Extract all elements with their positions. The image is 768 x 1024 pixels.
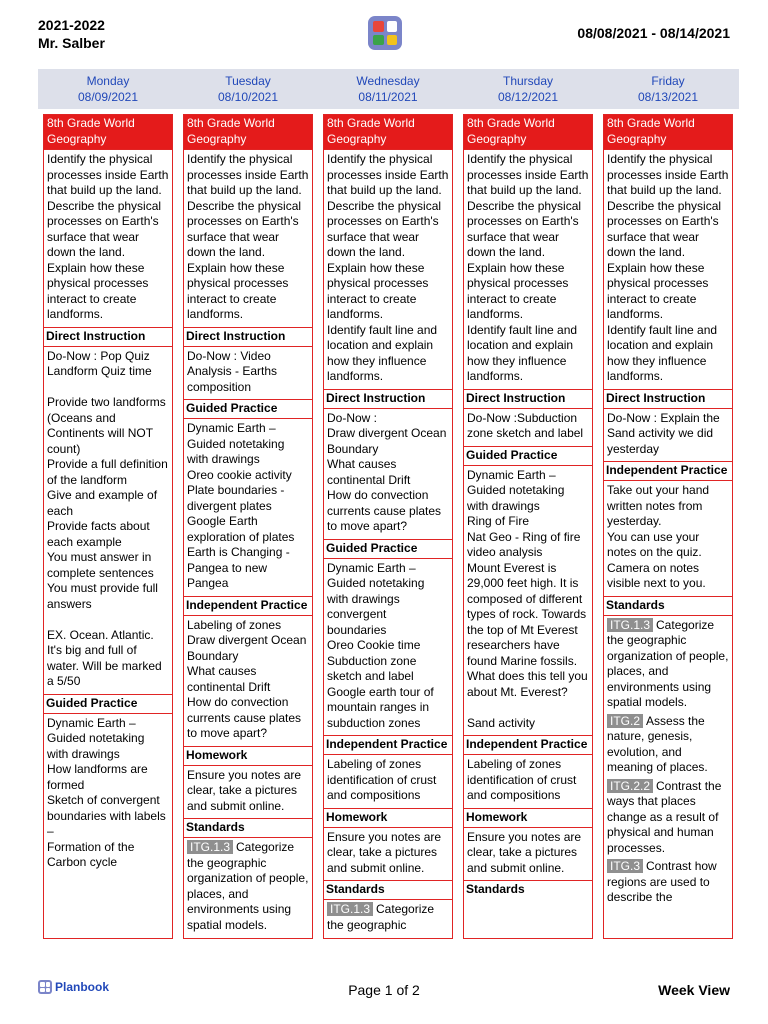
course-title[interactable]: 8th Grade World Geography <box>604 115 732 150</box>
day-date: 08/12/2021 <box>497 90 559 104</box>
day-name: Thursday <box>502 74 554 88</box>
day-name: Monday <box>86 74 130 88</box>
section-body: Labeling of zones Draw divergent Ocean Boundary What causes continental Drift How do convection currents cause plates to move apart? <box>187 617 307 740</box>
school-year: 2021-2022 <box>38 17 105 33</box>
standard-text: Categorize the geographic organization of people, places, and environments using spatial models. <box>187 840 309 932</box>
standard-code-tag[interactable]: ITG.1.3 <box>327 902 373 916</box>
day-header-thursday[interactable] <box>458 73 598 105</box>
lesson-column-friday <box>603 114 733 939</box>
section-independent-practice <box>464 736 592 809</box>
day-header-wednesday[interactable] <box>318 73 458 105</box>
lesson-objectives <box>604 150 732 390</box>
day-header-tuesday[interactable] <box>178 73 318 105</box>
standard-code-tag[interactable]: ITG.1.3 <box>187 840 233 854</box>
standard-text: Assess the nature, genesis, evolution, and meaning of places. <box>607 713 708 774</box>
teacher-name: Mr. Salber <box>38 35 105 51</box>
standard-text: Contrast the ways that places change as a result of physical and human processes. <box>607 778 722 855</box>
standard-code-tag[interactable]: ITG.2.2 <box>607 779 653 793</box>
section-title: Guided Practice <box>44 695 172 714</box>
section-standards <box>184 819 312 934</box>
section-direct-instruction <box>184 328 312 401</box>
section-independent-practice <box>184 597 312 747</box>
section-body: Dynamic Earth – Guided notetaking with drawings Ring of Fire Nat Geo - Ring of fire video analysis Mount Everest is 29,000 feet high. It is composed of different types of rock. Towards the top of Mt Everest researchers have found Marine fossils. What does this tell you about Mt. Everest? Sand activity <box>467 467 588 730</box>
section-title: Direct Instruction <box>324 390 452 409</box>
day-name: Friday <box>651 74 685 88</box>
section-title: Independent Practice <box>324 736 452 755</box>
lesson-column-wednesday <box>323 114 453 939</box>
section-body: Identify the physical processes inside Earth that build up the land. Describe the physical processes on Earth's surface that wear down the land. Explain how these physical processes interact to create landforms. <box>47 152 169 321</box>
standard-code-tag[interactable]: ITG.1.3 <box>607 618 653 632</box>
section-body: Identify the physical processes inside Earth that build up the land. Describe the physical processes on Earth's surface that wear down the land. Explain how these physical processes interact to create landforms. Identify fault line and location and explain how they influence landforms. <box>467 152 589 383</box>
section-body: Ensure you notes are clear, take a pictures and submit online. <box>327 829 442 875</box>
section-title: Independent Practice <box>604 462 732 481</box>
course-title[interactable]: 8th Grade World Geography <box>44 115 172 150</box>
section-body: Take out your hand written notes from yesterday. You can use your notes on the quiz. Camera on notes visible next to you. <box>607 483 710 590</box>
section-title: Standards <box>466 882 525 896</box>
section-title: Homework <box>324 809 452 828</box>
section-body: Identify the physical processes inside Earth that build up the land. Describe the physical processes on Earth's surface that wear down the land. Explain how these physical processes interact to create landforms. <box>187 152 309 321</box>
lesson-objectives <box>184 150 312 328</box>
section-standards <box>324 881 452 934</box>
day-header-bar <box>38 69 739 109</box>
standard-item <box>604 616 732 712</box>
section-title: Homework <box>184 747 312 766</box>
standard-code-tag[interactable]: ITG.2 <box>607 714 643 728</box>
lesson-column-monday <box>43 114 173 939</box>
section-title: Independent Practice <box>184 597 312 616</box>
course-title[interactable]: 8th Grade World Geography <box>324 115 452 150</box>
section-title: Homework <box>464 809 592 828</box>
section-guided-practice <box>44 695 172 875</box>
section-body: Do-Now : Draw divergent Ocean Boundary What causes continental Drift How do convection currents cause plates to move apart? <box>327 410 447 533</box>
standard-text: Categorize the geographic organization of people, places, and environments using spatial models. <box>607 617 729 709</box>
section-title: Standards <box>184 819 312 838</box>
section-body: Identify the physical processes inside Earth that build up the land. Describe the physical processes on Earth's surface that wear down the land. Explain how these physical processes interact to create landforms. Identify fault line and location and explain how they influence landforms. <box>607 152 729 383</box>
section-direct-instruction <box>464 390 592 447</box>
section-title: Standards <box>604 597 732 616</box>
day-name: Wednesday <box>356 74 420 88</box>
day-header-friday[interactable] <box>598 73 738 105</box>
section-title: Guided Practice <box>324 540 452 559</box>
section-body: Labeling of zones identification of crust and compositions <box>327 757 437 802</box>
section-independent-practice <box>324 736 452 809</box>
lesson-column-thursday <box>463 114 593 939</box>
day-date: 08/13/2021 <box>637 90 699 104</box>
standard-item <box>184 838 312 934</box>
standard-item <box>324 900 452 934</box>
section-direct-instruction <box>44 328 172 695</box>
section-body: Labeling of zones identification of crust and compositions <box>467 757 577 802</box>
section-body: Ensure you notes are clear, take a pictures and submit online. <box>187 767 302 813</box>
section-guided-practice <box>184 400 312 597</box>
section-independent-practice <box>604 462 732 597</box>
section-body: Do-Now :Subduction zone sketch and label <box>467 410 584 440</box>
day-name: Tuesday <box>225 74 271 88</box>
section-body: Dynamic Earth – Guided notetaking with drawings Oreo cookie activity Plate boundaries - divergent plates Google Earth exploration of plates Earth is Changing - Pangea to new Pangea <box>187 421 295 590</box>
section-body: Dynamic Earth – Guided notetaking with drawings How landforms are formed Sketch of convergent boundaries with labels – Formation of the Carbon cycle <box>47 715 166 869</box>
lesson-objectives <box>44 150 172 328</box>
section-standards <box>464 881 592 899</box>
course-title[interactable]: 8th Grade World Geography <box>184 115 312 150</box>
page-number: Page 1 of 2 <box>348 982 420 998</box>
section-body: Do-Now : Pop Quiz Landform Quiz time Provide two landforms (Oceans and Continents will NOT count) Provide a full definition of the landform Give and example of each Provide facts about each example You must answer in complete sentences You must provide full answers EX. Ocean. Atlantic. It's big and full of water. Will be marked a 5/50 <box>47 348 168 688</box>
standard-item <box>604 857 732 907</box>
view-label: Week View <box>658 982 730 998</box>
section-body: Dynamic Earth – Guided notetaking with drawings convergent boundaries Oreo Cookie time Subduction zone sketch and label Google earth tour of mountain ranges in subduction zones <box>327 560 434 730</box>
day-header-monday[interactable] <box>38 73 178 105</box>
brand-label: Planbook <box>55 980 110 994</box>
lesson-objectives <box>464 150 592 390</box>
section-body: Do-Now : Video Analysis - Earths composition <box>187 348 278 394</box>
section-standards <box>604 597 732 907</box>
section-title: Direct Instruction <box>464 390 592 409</box>
day-date: 08/11/2021 <box>358 90 418 104</box>
section-homework <box>184 747 312 820</box>
section-title: Guided Practice <box>184 400 312 419</box>
standard-item <box>604 777 732 858</box>
section-direct-instruction <box>604 390 732 463</box>
section-direct-instruction <box>324 390 452 540</box>
section-homework <box>464 809 592 882</box>
section-guided-practice <box>324 540 452 737</box>
day-date: 08/10/2021 <box>217 90 279 104</box>
section-title: Independent Practice <box>464 736 592 755</box>
section-homework <box>324 809 452 882</box>
section-title: Direct Instruction <box>44 328 172 347</box>
date-range: 08/08/2021 - 08/14/2021 <box>577 25 730 41</box>
page-footer <box>0 976 768 1006</box>
lesson-objectives <box>324 150 452 390</box>
planbook-grid-icon <box>368 16 402 50</box>
standard-code-tag[interactable]: ITG.3 <box>607 859 643 873</box>
section-title: Standards <box>324 881 452 900</box>
day-date: 08/09/2021 <box>77 90 139 104</box>
section-title: Direct Instruction <box>184 328 312 347</box>
header-left <box>38 16 105 52</box>
lesson-column-tuesday <box>183 114 313 939</box>
section-body: Do-Now : Explain the Sand activity we did yesterday <box>607 410 720 456</box>
standard-text: Contrast how regions are used to describe the <box>607 859 717 904</box>
course-title[interactable]: 8th Grade World Geography <box>464 115 592 150</box>
section-title: Guided Practice <box>464 447 592 466</box>
section-guided-practice <box>464 447 592 737</box>
section-body: Identify the physical processes inside Earth that build up the land. Describe the physical processes on Earth's surface that wear down the land. Explain how these physical processes interact to create landforms. Identify fault line and location and explain how they influence landforms. <box>327 152 449 383</box>
standard-text: Categorize the geographic <box>327 902 435 932</box>
standard-item <box>604 712 732 777</box>
section-title: Direct Instruction <box>604 390 732 409</box>
section-body: Ensure you notes are clear, take a pictures and submit online. <box>467 829 582 875</box>
